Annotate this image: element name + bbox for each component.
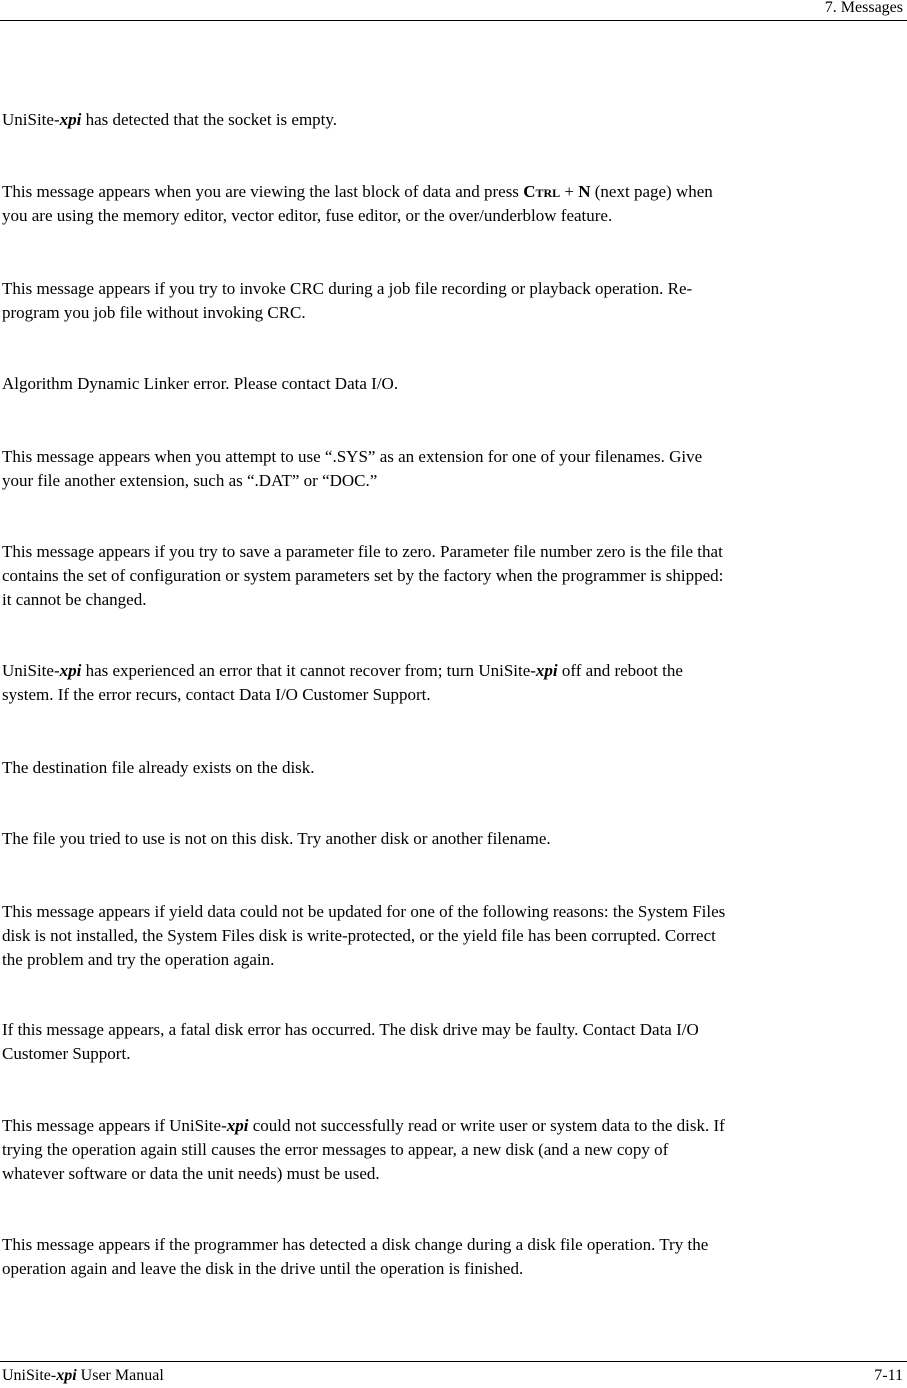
message-parameter-zero: This message appears if you try to save a parameter file to zero. Parameter file number zero is the file that contains the set of configuration or system parameters set by the factory when the programmer is shipped: it cannot be changed.: [2, 542, 724, 609]
message-read-write-failure: This message appears if UniSite-xpi could not successfully read or write user or system data to the disk. If trying the operation again still causes the error messages to appear, a new disk (and a new copy of whatever software or data the unit needs) must be used.: [2, 1116, 725, 1183]
product-name: UniSite-xpi: [169, 1116, 249, 1135]
message-yield-data: This message appears if yield data could not be updated for one of the following reasons: the System Files disk is not installed, the System Files disk is write-protected, or the yield file has been corrupted. Correct the problem and try the operation again.: [2, 902, 726, 969]
product-name: UniSite-xpi: [478, 661, 558, 680]
message-crc-job-file: This message appears if you try to invoke CRC during a job file recording or playback operation. Re- program you job file without invoking CRC.: [2, 279, 693, 322]
footer-manual-title: UniSite-xpi User Manual: [2, 1367, 164, 1384]
message-disk-change: This message appears if the programmer has detected a disk change during a disk file operation. Try the operation again and leave the disk in the drive until the operation is finished.: [2, 1235, 709, 1278]
page-number: 7-11: [874, 1367, 903, 1384]
header-divider: [0, 20, 907, 21]
message-file-exists: The destination file already exists on the disk.: [2, 758, 315, 777]
message-fatal-disk-error: If this message appears, a fatal disk error has occurred. The disk drive may be faulty. Contact Data I/O Customer Support.: [2, 1020, 699, 1063]
product-name: UniSite-xpi: [2, 110, 82, 129]
message-file-not-found: The file you tried to use is not on this disk. Try another disk or another filename.: [2, 829, 551, 848]
message-last-block: This message appears when you are viewing the last block of data and press Ctrl + N (next page) when you are using the memory editor, vector editor, fuse editor, or the over/underblow feature.: [2, 182, 713, 225]
key-ctrl: Ctrl: [523, 182, 561, 201]
message-linker-error: Algorithm Dynamic Linker error. Please contact Data I/O.: [2, 374, 399, 393]
page-header-title: 7. Messages: [824, 0, 903, 16]
key-n: N: [578, 182, 591, 201]
message-socket-empty: UniSite-xpi has detected that the socket is empty.: [2, 110, 338, 129]
product-name: UniSite-xpi: [2, 661, 82, 680]
message-unrecoverable-error: UniSite-xpi has experienced an error that it cannot recover from; turn UniSite-xpi off and reboot the system. If the error recurs, contact Data I/O Customer Support.: [2, 661, 683, 704]
footer-divider: [0, 1361, 907, 1362]
message-sys-extension: This message appears when you attempt to use “.SYS” as an extension for one of your filenames. Give your file another extension, such as “.DAT” or “DOC.”: [2, 447, 703, 490]
